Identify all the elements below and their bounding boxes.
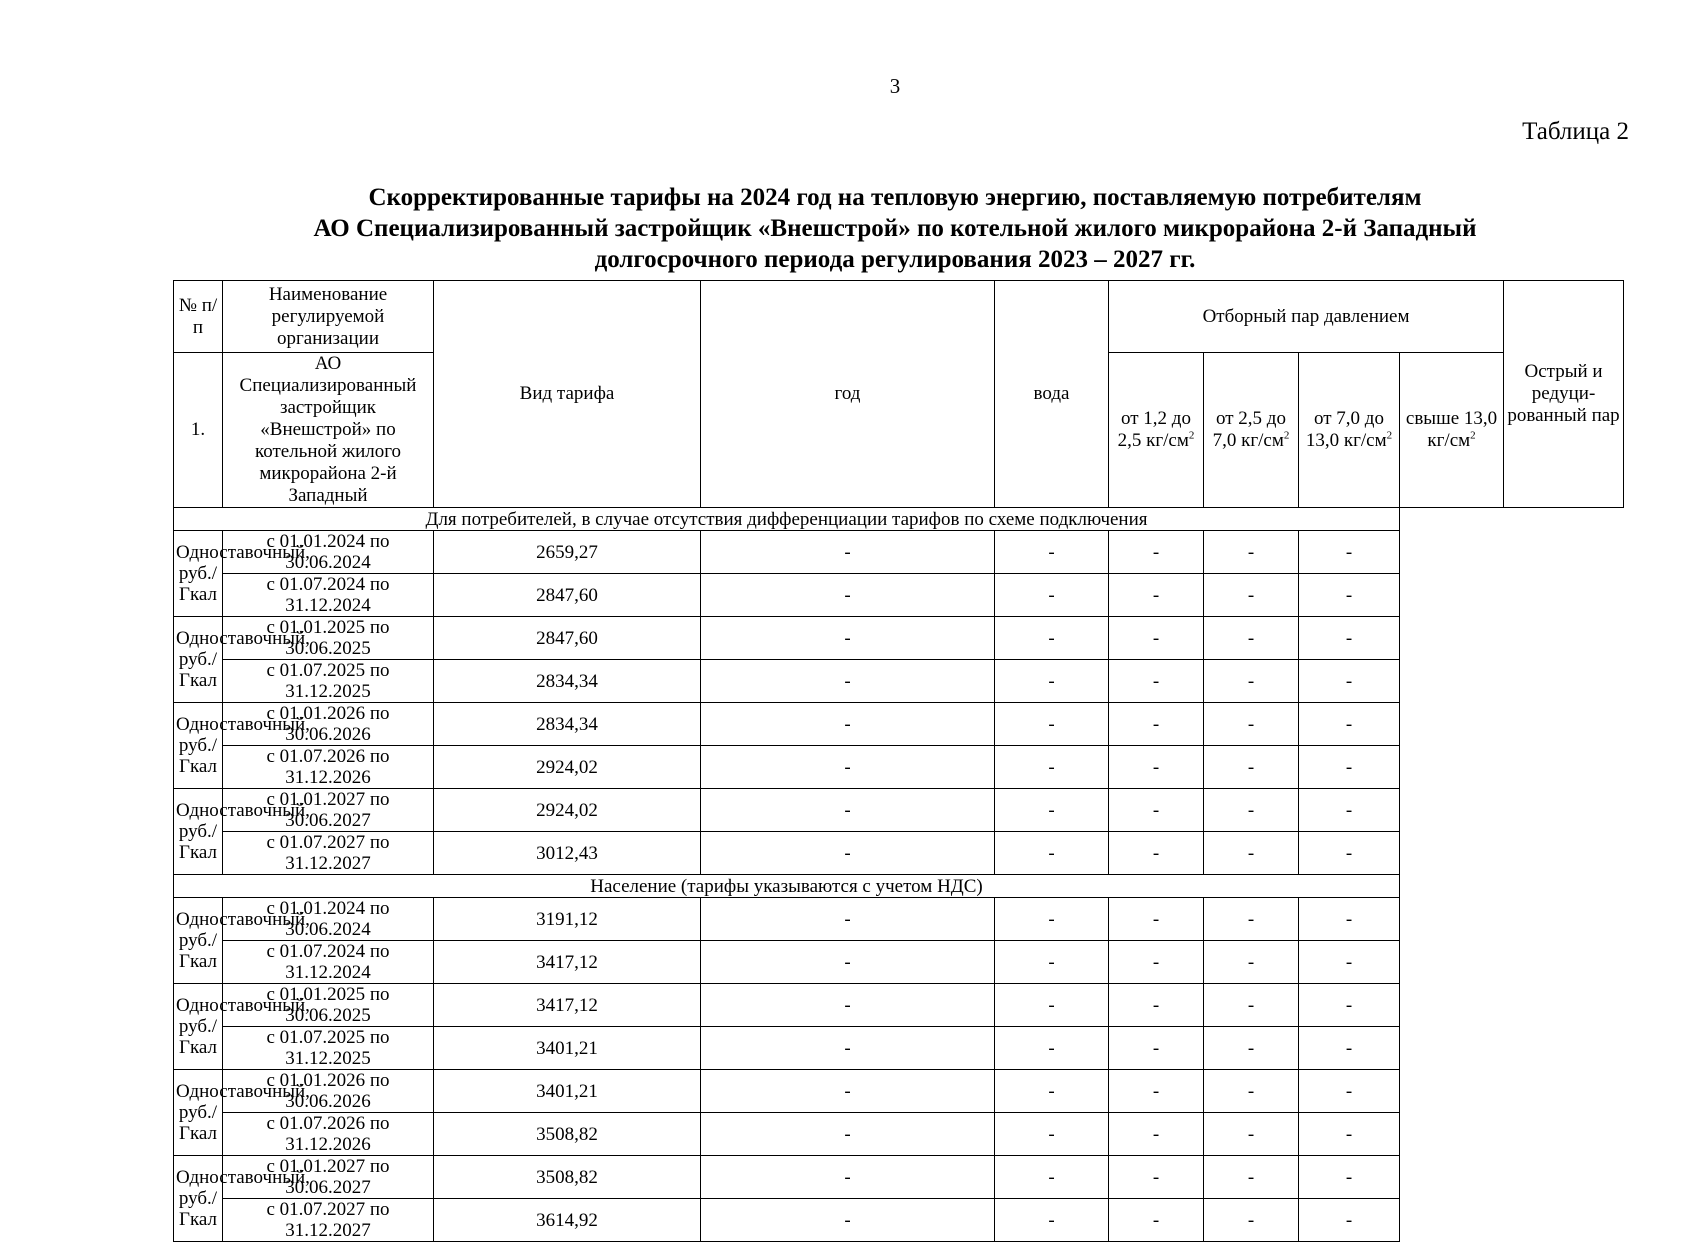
steam-4-value: -	[1204, 531, 1299, 574]
steam-1-value: -	[701, 984, 995, 1027]
steam-4-value: -	[1204, 1199, 1299, 1242]
page-number: 3	[889, 74, 901, 98]
steam-1-value: -	[701, 898, 995, 941]
steam-3-value: -	[1109, 617, 1204, 660]
tariff-type-cell: Одноставочный, руб./Гкал	[174, 531, 223, 617]
steam-3-value: -	[1109, 574, 1204, 617]
water-value: 2834,34	[434, 660, 701, 703]
water-value: 2659,27	[434, 531, 701, 574]
period-cell: с 01.07.2025 по 31.12.2025	[223, 1027, 434, 1070]
unit: кг/см	[1241, 430, 1284, 451]
steam-1-value: -	[701, 789, 995, 832]
tariff-type-cell: Одноставочный, руб./Гкал	[174, 703, 223, 789]
unit-sup: 2	[1386, 429, 1393, 442]
steam-1-value: -	[701, 746, 995, 789]
section-row	[174, 508, 1624, 531]
steam-3-value: -	[1109, 660, 1204, 703]
sharp-steam-value: -	[1299, 617, 1400, 660]
unit-sup: 2	[1470, 429, 1476, 442]
header-steam-4	[1400, 353, 1504, 508]
steam-3-value: -	[1109, 1027, 1204, 1070]
period-cell: с 01.07.2026 по 31.12.2026	[223, 746, 434, 789]
header-year: год	[701, 281, 995, 508]
row-number: 1.	[174, 353, 223, 508]
steam-1-value: -	[701, 1070, 995, 1113]
sharp-steam-value: -	[1299, 703, 1400, 746]
sharp-steam-value: -	[1299, 789, 1400, 832]
steam-3-value: -	[1109, 898, 1204, 941]
steam-2-value: -	[995, 1156, 1109, 1199]
table-label: Таблица 2	[1522, 118, 1629, 145]
water-value: 3417,12	[434, 984, 701, 1027]
steam-2-value: -	[995, 660, 1109, 703]
steam-2-value: -	[995, 898, 1109, 941]
title-line: Скорректированные тарифы на 2024 год на тепловую энергию, поставляемую потребителям	[368, 184, 1422, 211]
steam-3-value: -	[1109, 746, 1204, 789]
steam-1-value: -	[701, 617, 995, 660]
steam-4-value: -	[1204, 1156, 1299, 1199]
sharp-steam-value: -	[1299, 531, 1400, 574]
steam-4-value: -	[1204, 660, 1299, 703]
tariff-type-cell: Одноставочный, руб./Гкал	[174, 617, 223, 703]
table-row	[174, 1199, 1624, 1242]
water-value: 2924,02	[434, 789, 701, 832]
section-title: Население (тарифы указываются с учетом НДС)	[174, 875, 1400, 898]
period-cell: с 01.01.2024 по 30.06.2024	[223, 898, 434, 941]
steam-2-value: -	[995, 789, 1109, 832]
steam-2-value: -	[995, 832, 1109, 875]
steam-4-value: -	[1204, 617, 1299, 660]
steam-1-value: -	[701, 1156, 995, 1199]
sharp-steam-value: -	[1299, 746, 1400, 789]
steam-3-value: -	[1109, 832, 1204, 875]
organization-name: АО Специализированный застройщик «Внешстрой» по котельной жилого микрорайона 2-й Западный	[223, 353, 434, 508]
sharp-steam-value: -	[1299, 574, 1400, 617]
sharp-steam-value: -	[1299, 1199, 1400, 1242]
water-value: 2924,02	[434, 746, 701, 789]
table-title	[0, 182, 1697, 275]
steam-1-value: -	[701, 574, 995, 617]
table-row	[174, 898, 1624, 941]
steam-1-value: -	[701, 703, 995, 746]
steam-4-value: -	[1204, 746, 1299, 789]
water-value: 3508,82	[434, 1113, 701, 1156]
header-steam-2	[1204, 353, 1299, 508]
header-sharp-steam: Острый и редуци-рованный пар	[1504, 281, 1624, 508]
steam-4-value: -	[1204, 984, 1299, 1027]
steam-4-value: -	[1204, 1027, 1299, 1070]
section-row	[174, 875, 1624, 898]
period-cell: с 01.01.2026 по 30.06.2026	[223, 703, 434, 746]
steam-1-value: -	[701, 1113, 995, 1156]
table-body	[174, 508, 1624, 1242]
table-row	[174, 574, 1624, 617]
sharp-steam-value: -	[1299, 1113, 1400, 1156]
steam-1-value: -	[701, 1027, 995, 1070]
table-row	[174, 789, 1624, 832]
sharp-steam-value: -	[1299, 898, 1400, 941]
steam-3-value: -	[1109, 531, 1204, 574]
water-value: 3417,12	[434, 941, 701, 984]
steam-3-value: -	[1109, 1156, 1204, 1199]
steam-2-value: -	[995, 531, 1109, 574]
steam-2-value: -	[995, 703, 1109, 746]
steam-3-value: -	[1109, 703, 1204, 746]
period-cell: с 01.07.2027 по 31.12.2027	[223, 1199, 434, 1242]
table-row	[174, 1070, 1624, 1113]
unit-sup: 2	[1188, 429, 1195, 442]
period-cell: с 01.07.2024 по 31.12.2024	[223, 574, 434, 617]
section-title: Для потребителей, в случае отсутствия дифференциации тарифов по схеме подключения	[174, 508, 1400, 531]
steam-1-value: -	[701, 941, 995, 984]
steam-3-value: -	[1109, 1070, 1204, 1113]
steam-2-value: -	[995, 1070, 1109, 1113]
water-value: 3191,12	[434, 898, 701, 941]
steam-3-value: -	[1109, 789, 1204, 832]
period-cell: с 01.07.2026 по 31.12.2026	[223, 1113, 434, 1156]
unit-sup: 2	[1283, 429, 1290, 442]
period-cell: с 01.01.2025 по 30.06.2025	[223, 617, 434, 660]
sharp-steam-value: -	[1299, 1027, 1400, 1070]
water-value: 3401,21	[434, 1027, 701, 1070]
sharp-steam-value: -	[1299, 984, 1400, 1027]
tariff-type-cell: Одноставочный, руб./Гкал	[174, 898, 223, 984]
table-row	[174, 703, 1624, 746]
steam-4-value: -	[1204, 898, 1299, 941]
steam-3-value: -	[1109, 984, 1204, 1027]
tariff-type-cell: Одноставочный, руб./Гкал	[174, 1156, 223, 1242]
period-cell: с 01.07.2025 по 31.12.2025	[223, 660, 434, 703]
water-value: 3401,21	[434, 1070, 701, 1113]
table-row	[174, 941, 1624, 984]
steam-1-value: -	[701, 1199, 995, 1242]
period-cell: с 01.01.2025 по 30.06.2025	[223, 984, 434, 1027]
steam-3-value: -	[1109, 1199, 1204, 1242]
title-line: долгосрочного периода регулирования 2023 – 2027 гг.	[594, 246, 1196, 273]
water-value: 3614,92	[434, 1199, 701, 1242]
table-row	[174, 984, 1624, 1027]
sharp-steam-value: -	[1299, 832, 1400, 875]
steam-2-value: -	[995, 617, 1109, 660]
unit: кг/см	[1146, 430, 1189, 451]
table-row	[174, 832, 1624, 875]
header-tariff-type: Вид тарифа	[434, 281, 701, 508]
sharp-steam-value: -	[1299, 1070, 1400, 1113]
steam-range: от 7,0 до 13,0	[1305, 408, 1384, 451]
steam-4-value: -	[1204, 789, 1299, 832]
steam-4-value: -	[1204, 1113, 1299, 1156]
steam-4-value: -	[1204, 574, 1299, 617]
unit: кг/см	[1427, 430, 1471, 451]
sharp-steam-value: -	[1299, 1156, 1400, 1199]
table-row	[174, 1113, 1624, 1156]
steam-2-value: -	[995, 746, 1109, 789]
water-value: 2847,60	[434, 574, 701, 617]
tariff-type-cell: Одноставочный, руб./Гкал	[174, 1070, 223, 1156]
period-cell: с 01.01.2024 по 30.06.2024	[223, 531, 434, 574]
steam-4-value: -	[1204, 941, 1299, 984]
steam-2-value: -	[995, 574, 1109, 617]
header-steam-1	[1109, 353, 1204, 508]
period-cell: с 01.07.2024 по 31.12.2024	[223, 941, 434, 984]
table-row	[174, 660, 1624, 703]
table-row	[174, 1027, 1624, 1070]
period-cell: с 01.07.2027 по 31.12.2027	[223, 832, 434, 875]
period-cell: с 01.01.2027 по 30.06.2027	[223, 789, 434, 832]
header-org: Наименование регулируемой организации	[223, 281, 434, 353]
water-value: 3012,43	[434, 832, 701, 875]
tariff-type-cell: Одноставочный, руб./Гкал	[174, 789, 223, 875]
steam-2-value: -	[995, 1027, 1109, 1070]
water-value: 2847,60	[434, 617, 701, 660]
steam-2-value: -	[995, 941, 1109, 984]
steam-3-value: -	[1109, 941, 1204, 984]
title-line: АО Специализированный застройщик «Внешстрой» по котельной жилого микрорайона 2-й Западный	[313, 215, 1477, 242]
tariff-type-cell: Одноставочный, руб./Гкал	[174, 984, 223, 1070]
header-num: № п/п	[174, 281, 223, 353]
unit: кг/см	[1343, 430, 1387, 451]
table-row	[174, 1156, 1624, 1199]
period-cell: с 01.01.2026 по 30.06.2026	[223, 1070, 434, 1113]
period-cell: с 01.01.2027 по 30.06.2027	[223, 1156, 434, 1199]
water-value: 2834,34	[434, 703, 701, 746]
steam-1-value: -	[701, 832, 995, 875]
steam-range: свыше 13,0	[1405, 408, 1498, 429]
sharp-steam-value: -	[1299, 660, 1400, 703]
table-row	[174, 531, 1624, 574]
steam-4-value: -	[1204, 832, 1299, 875]
steam-1-value: -	[701, 660, 995, 703]
steam-4-value: -	[1204, 1070, 1299, 1113]
header-steam-group: Отборный пар давлением	[1109, 281, 1504, 353]
steam-4-value: -	[1204, 703, 1299, 746]
water-value: 3508,82	[434, 1156, 701, 1199]
tariff-table	[173, 280, 1624, 1242]
steam-2-value: -	[995, 1113, 1109, 1156]
header-water: вода	[995, 281, 1109, 508]
steam-range: от 1,2 до 2,5	[1117, 408, 1191, 451]
steam-1-value: -	[701, 531, 995, 574]
steam-range: от 2,5 до 7,0	[1212, 408, 1286, 451]
steam-3-value: -	[1109, 1113, 1204, 1156]
header-steam-3	[1299, 353, 1400, 508]
table-row	[174, 617, 1624, 660]
steam-2-value: -	[995, 984, 1109, 1027]
sharp-steam-value: -	[1299, 941, 1400, 984]
steam-2-value: -	[995, 1199, 1109, 1242]
table-row	[174, 746, 1624, 789]
